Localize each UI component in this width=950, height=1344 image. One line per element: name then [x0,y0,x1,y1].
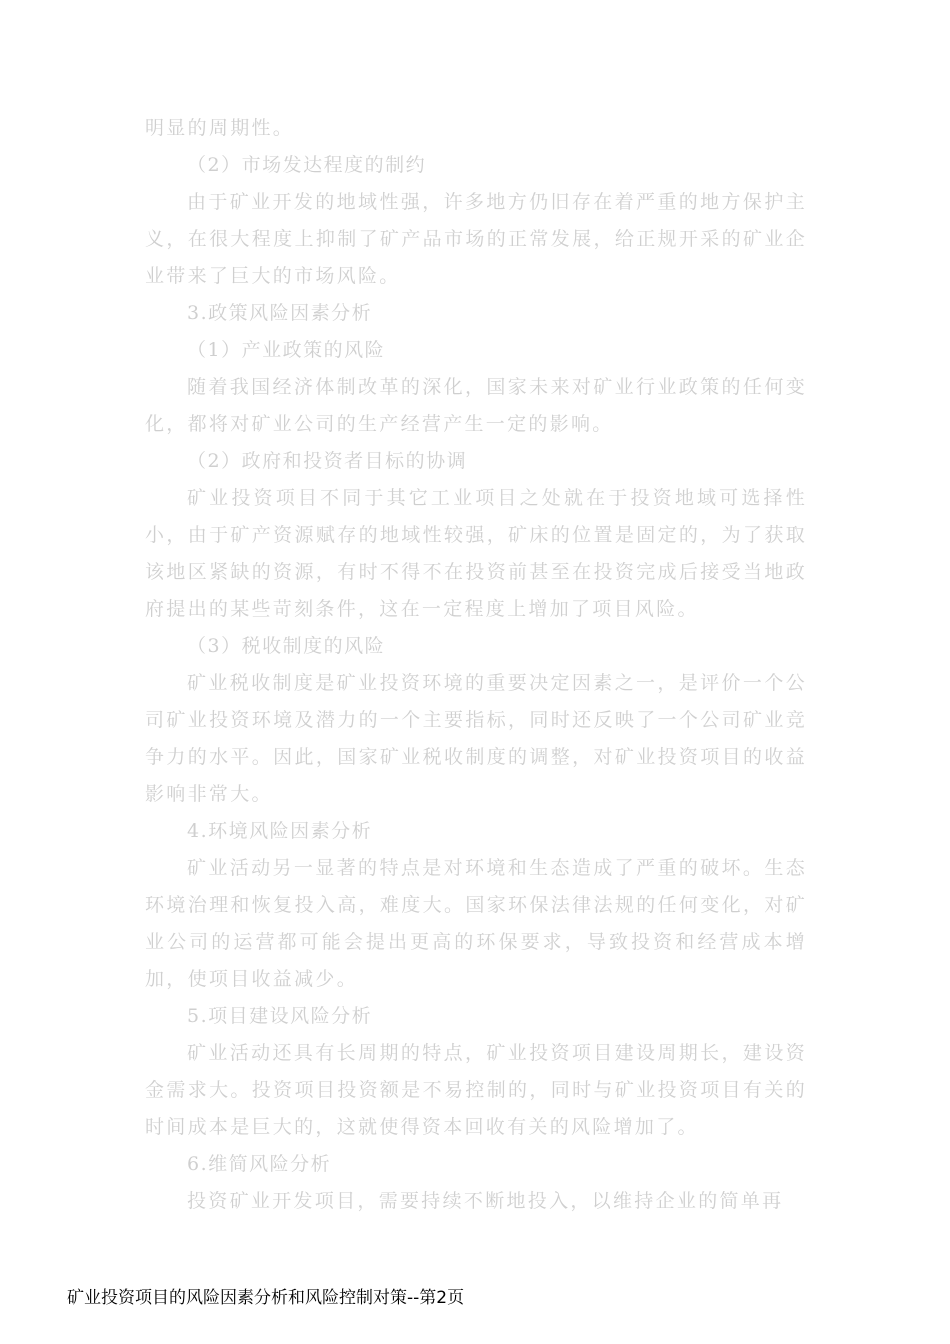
heading-government-coordination: （2）政府和投资者目标的协调 [187,450,468,472]
heading-industry-policy: （1）产业政策的风险 [187,339,386,361]
paragraph-tax-risk: 矿业税收制度是矿业投资环境的重要决定因素之一，是评价一个公司矿业投资环境及潜力的一个主要指标，同时还反映了一个公司矿业竞争力的水平。因此，国家矿业税收制度的调整，对矿业投资项目的收益影响非常大。 [145,672,807,805]
paragraph-construction-risk: 矿业活动还具有长周期的特点，矿业投资项目建设周期长，建设资金需求大。投资项目投资额是不易控制的，同时与矿业投资项目有关的时间成本是巨大的，这就使得资本回收有关的风险增加了。 [145,1042,807,1138]
heading-tax-risk: （3）税收制度的风险 [187,635,386,657]
paragraph-maintenance-risk: 投资矿业开发项目，需要持续不断地投入，以维持企业的简单再 [187,1190,784,1212]
heading-construction-risk: 5.项目建设风险分析 [187,1005,373,1027]
heading-policy-risk: 3.政策风险因素分析 [187,302,373,324]
paragraph-environment-risk: 矿业活动另一显著的特点是对环境和生态造成了严重的破坏。生态环境治理和恢复投入高，难度大。国家环保法律法规的任何变化，对矿业公司的运营都可能会提出更高的环保要求，导致投资和经营成本增加，使项目收益减少。 [145,857,807,990]
heading-environment-risk: 4.环境风险因素分析 [187,820,373,842]
heading-market-development: （2）市场发达程度的制约 [187,154,427,176]
heading-maintenance-risk: 6.维简风险分析 [187,1153,332,1175]
page-footer: 矿业投资项目的风险因素分析和风险控制对策--第2页 [67,1288,465,1308]
paragraph-government-coordination: 矿业投资项目不同于其它工业项目之处就在于投资地域可选择性小，由于矿产资源赋存的地域性较强，矿床的位置是固定的，为了获取该地区紧缺的资源，有时不得不在投资前甚至在投资完成后接受当地政府提出的某些苛刻条件，这在一定程度上增加了项目风险。 [145,487,807,620]
paragraph-market-development: 由于矿业开发的地域性强，许多地方仍旧存在着严重的地方保护主义，在很大程度上抑制了矿产品市场的正常发展，给正规开采的矿业企业带来了巨大的市场风险。 [145,191,807,287]
document-body [145,110,807,1220]
paragraph-industry-policy: 随着我国经济体制改革的深化，国家未来对矿业行业政策的任何变化，都将对矿业公司的生产经营产生一定的影响。 [145,376,807,435]
paragraph-cycle-fragment: 明显的周期性。 [145,117,295,139]
